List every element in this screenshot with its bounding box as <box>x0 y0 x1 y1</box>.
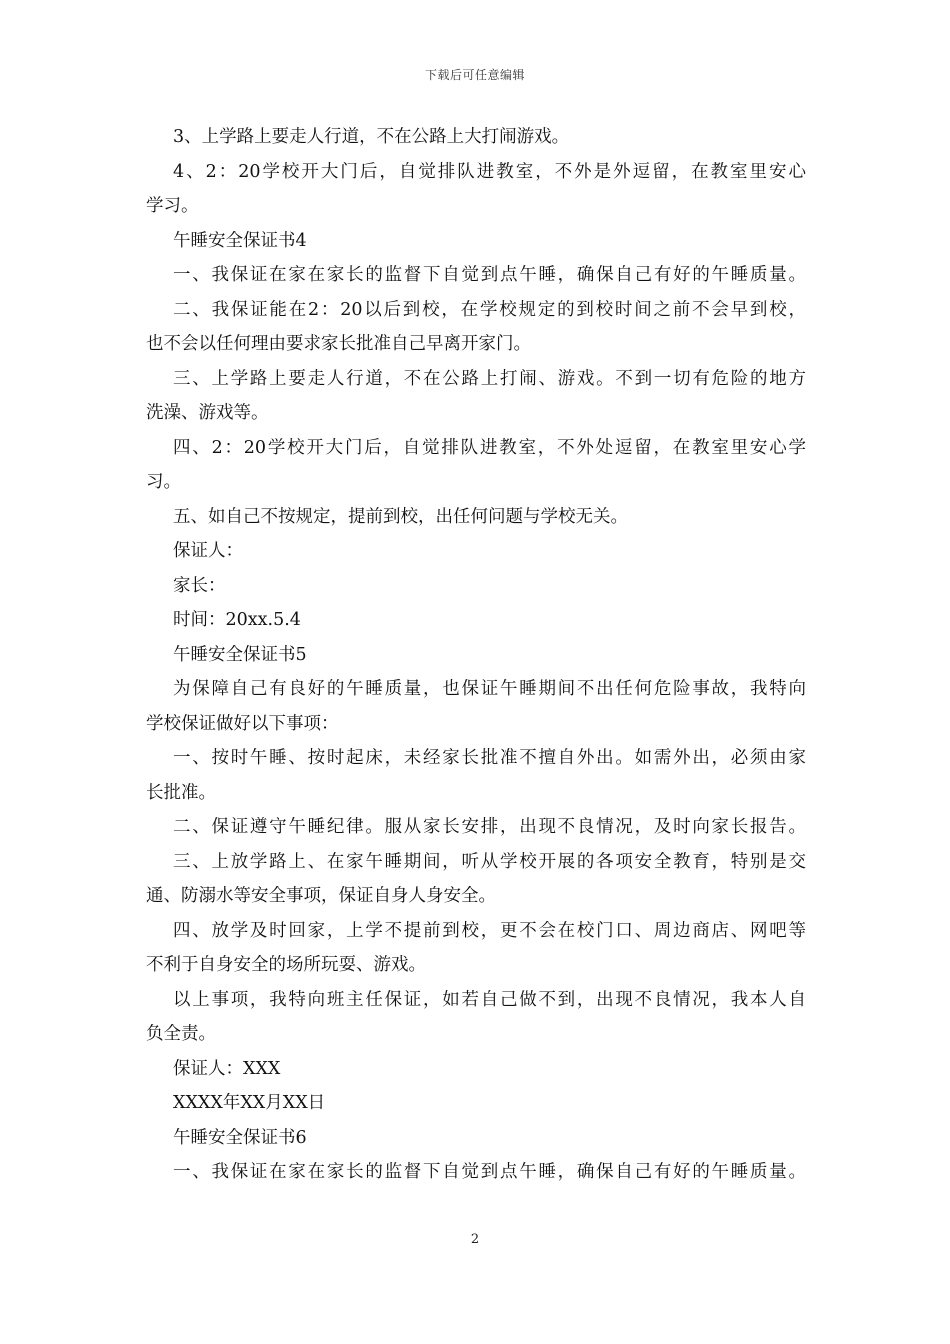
text-line: 四、2：20学校开大门后，自觉排队进教室，不外处逗留，在教室里安心学 <box>173 437 806 458</box>
text-line: 通、防溺水等安全事项，保证自身人身安全。 <box>146 886 496 906</box>
text-line: 五、如自己不按规定，提前到校，出任何问题与学校无关。 <box>173 506 628 527</box>
text-line: 习。 <box>146 472 181 492</box>
text-line: 4、2：20学校开大门后，自觉排队进教室，不外是外逗留，在教室里安心 <box>173 161 806 182</box>
text-line: 以上事项，我特向班主任保证，如若自己做不到，出现不良情况，我本人自 <box>173 989 806 1010</box>
text-line: 家长： <box>173 575 226 596</box>
text-line: 学校保证做好以下事项： <box>146 713 339 734</box>
text-line: 三、上放学路上、在家午睡期间，听从学校开展的各项安全教育，特别是交 <box>173 851 806 872</box>
text-line: 三、上学路上要走人行道，不在公路上打闹、游戏。不到一切有危险的地方 <box>173 368 806 389</box>
text-line: 一、按时午睡、按时起床，未经家长批准不擅自外出。如需外出，必须由家 <box>173 748 806 768</box>
text-line: 午睡安全保证书6 <box>173 1127 307 1148</box>
document-body <box>146 120 806 1190</box>
text-line: 午睡安全保证书5 <box>173 644 307 665</box>
page-header: 下载后可任意编辑 <box>424 68 525 82</box>
text-line: 3、上学路上要走人行道，不在公路上大打闹游戏。 <box>173 127 570 147</box>
text-line: 四、放学及时回家，上学不提前到校，更不会在校门口、周边商店、网吧等 <box>173 920 806 941</box>
text-line: XXXX年XX月XX日 <box>173 1093 326 1113</box>
text-line: 一、我保证在家在家长的监督下自觉到点午睡，确保自己有好的午睡质量。 <box>173 265 806 285</box>
text-line: 二、我保证能在2：20以后到校，在学校规定的到校时间之前不会早到校， <box>173 299 806 320</box>
text-line: 保证人：XXX <box>173 1058 281 1079</box>
text-line: 长批准。 <box>146 782 216 803</box>
text-line: 二、保证遵守午睡纪律。服从家长安排，出现不良情况，及时向家长报告。 <box>173 817 806 837</box>
text-line: 学习。 <box>146 196 199 216</box>
text-line: 时间：20xx.5.4 <box>173 610 301 630</box>
text-line: 不利于自身安全的场所玩耍、游戏。 <box>146 955 426 975</box>
text-line: 洗澡、游戏等。 <box>146 403 269 423</box>
text-line: 午睡安全保证书4 <box>173 230 307 251</box>
text-line: 为保障自己有良好的午睡质量，也保证午睡期间不出任何危险事故，我特向 <box>173 679 806 699</box>
text-line: 一、我保证在家在家长的监督下自觉到点午睡，确保自己有好的午睡质量。 <box>173 1162 806 1182</box>
page-number: 2 <box>470 1232 480 1247</box>
text-line: 负全责。 <box>146 1024 216 1044</box>
text-line: 保证人： <box>173 541 243 561</box>
text-line: 也不会以任何理由要求家长批准自己早离开家门。 <box>146 334 531 354</box>
